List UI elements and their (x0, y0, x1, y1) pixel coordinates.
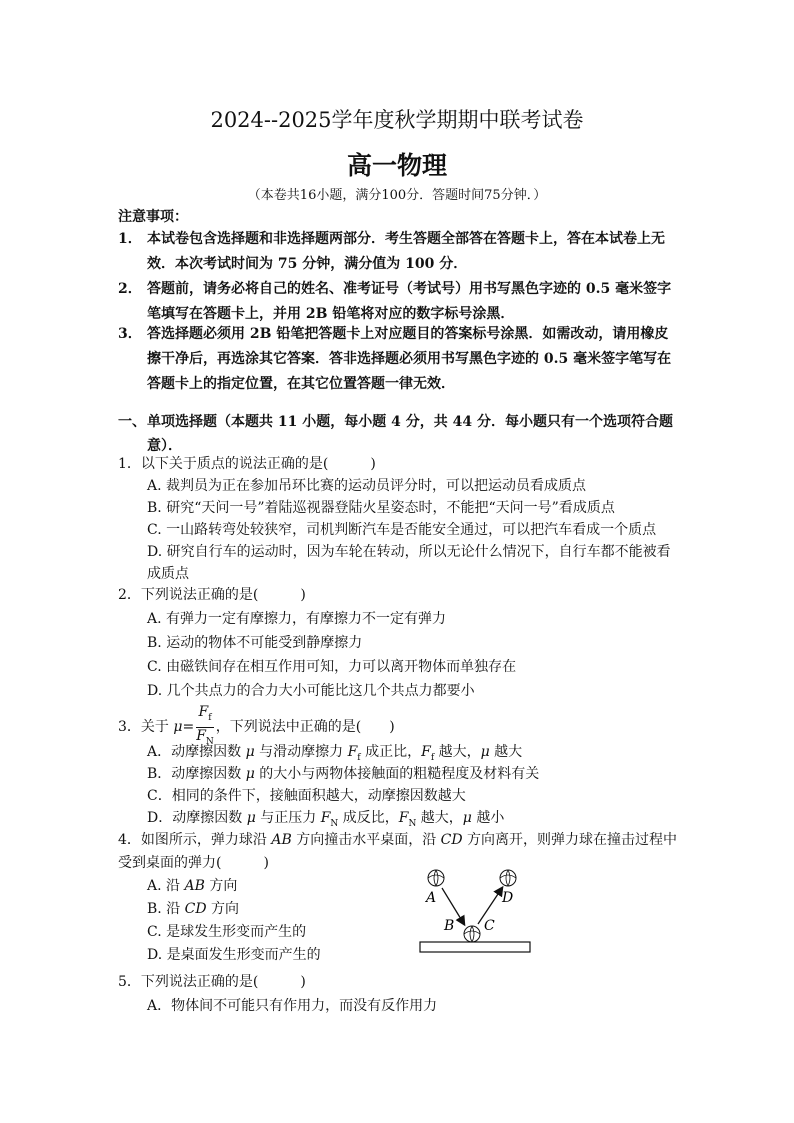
question-2-option-b: B. 运动的物体不可能受到静摩擦力 (147, 635, 363, 651)
question-4-option-d: D. 是桌面发生形变而产生的 (147, 947, 321, 963)
bouncing-ball-figure (418, 860, 532, 956)
notice-item-number: 1． (118, 231, 142, 247)
table-surface (420, 942, 530, 952)
exam-title: 2024--2025学年度秋学期期中联考试卷 (210, 108, 584, 132)
question-4-option-b: B. 沿 CD 方向 (147, 901, 240, 917)
notice-item-3 (118, 322, 678, 397)
ball-d-icon (500, 870, 516, 886)
question-4-stem: 4．如图所示，弹力球沿 AB 方向撞击水平桌面，沿 CD 方向离开，则弹力球在撞击过程中受到桌面的弹力( ) (118, 832, 678, 871)
question-3-suffix: ，下列说法中正确的是( ) (215, 718, 395, 735)
ball-a-icon (428, 870, 444, 886)
notice-item-text: 答选择题必须用 2B 铅笔把答题卡上对应题目的答案标号涂黑．如需改动，请用橡皮擦干净后，再选涂其它答案．答非选择题必须用书写黑色字迹的 0.5 毫米签字笔写在答题卡上的指定位置，在其它位置答题一律无效． (147, 326, 672, 392)
question-2-option-a: A. 有弹力一定有摩擦力，有摩擦力不一定有弹力 (147, 611, 447, 627)
section-number: 一、 (118, 414, 146, 430)
section-text: 单项选择题（本题共 11 小题，每小题 4 分，共 44 分．每小题只有一个选项符合题意）． (147, 414, 673, 454)
exam-subject: 高一物理 (346, 151, 447, 180)
section-heading-single-choice (118, 410, 678, 458)
fraction-numerator: $F_f$ (196, 704, 214, 728)
notice-item-number: 2． (118, 281, 142, 297)
mu-symbol: μ (173, 718, 183, 735)
equals-sign: = (182, 718, 195, 735)
notice-item-text: 答题前，请务必将自己的姓名、准考证号（考试号）用书写黑色字迹的 0.5 毫米签字笔填写在答题卡上，并用 2B 铅笔将对应的数字标号涂黑． (147, 281, 672, 322)
label-c: C (484, 918, 495, 934)
question-1-option-c: C. 一山路转弯处较狭窄，司机判断汽车是否能安全通过，可以把汽车看成一个质点 (147, 522, 657, 538)
question-3-option-d: D．动摩擦因数 μ 与正压力 $F_N$ 成反比，$F_N$ 越大，μ 越小 (147, 810, 505, 829)
question-3-option-a: A．动摩擦因数 μ 与滑动摩擦力 $F_f$ 成正比，$F_f$ 越大，μ 越大 (147, 744, 523, 763)
exam-info: （本卷共16小题，满分100分．答题时间75分钟．） (247, 188, 547, 203)
question-3-prefix: 3．关于 (118, 718, 174, 735)
question-3-option-b: B．动摩擦因数 μ 的大小与两物体接触面的粗糙程度及材料有关 (147, 766, 540, 782)
notice-item-text: 本试卷包含选择题和非选择题两部分．考生答题全部答在答题卡上，答在本试卷上无效．本次考试时间为 75 分钟，满分值为 100 分． (147, 231, 665, 272)
notice-item-1 (118, 227, 678, 277)
notice-item-2 (118, 277, 678, 327)
notice-item-number: 3． (118, 326, 142, 342)
question-2-stem: 2．下列说法正确的是( ) (118, 587, 306, 603)
fraction-denominator: $F_N$ (196, 727, 214, 747)
question-4-option-a: A. 沿 AB 方向 (147, 878, 238, 894)
question-2-option-c: C. 由磁铁间存在相互作用可知，力可以离开物体而单独存在 (147, 659, 517, 675)
question-5-stem: 5．下列说法正确的是( ) (118, 974, 306, 990)
question-2-option-d: D. 几个共点力的合力大小可能比这几个共点力都要小 (147, 683, 475, 699)
label-b: B (444, 918, 455, 934)
question-5-option-a: A．物体间不可能只有作用力，而没有反作用力 (147, 998, 438, 1014)
question-4-option-c: C. 是球发生形变而产生的 (147, 924, 307, 940)
question-1-stem: 1．以下关于质点的说法正确的是( ) (118, 456, 376, 472)
notice-heading: 注意事项： (118, 209, 188, 225)
bouncing-ball-diagram (418, 860, 532, 956)
question-1-option-a: A. 裁判员为正在参加吊环比赛的运动员评分时，可以把运动员看成质点 (147, 478, 587, 494)
ball-contact-icon (464, 926, 480, 942)
question-3-option-c: C．相同的条件下，接触面积越大，动摩擦因数越大 (147, 788, 466, 804)
question-1-option-b: B. 研究“天问一号”着陆巡视器登陆火星姿态时，不能把“天问一号”看成质点 (147, 500, 615, 516)
label-d: D (502, 890, 514, 906)
question-1-option-d: D. 研究自行车的运动时，因为车轮在转动，所以无论什么情况下，自行车都不能被看成质点 (147, 544, 671, 582)
label-a: A (426, 890, 437, 906)
